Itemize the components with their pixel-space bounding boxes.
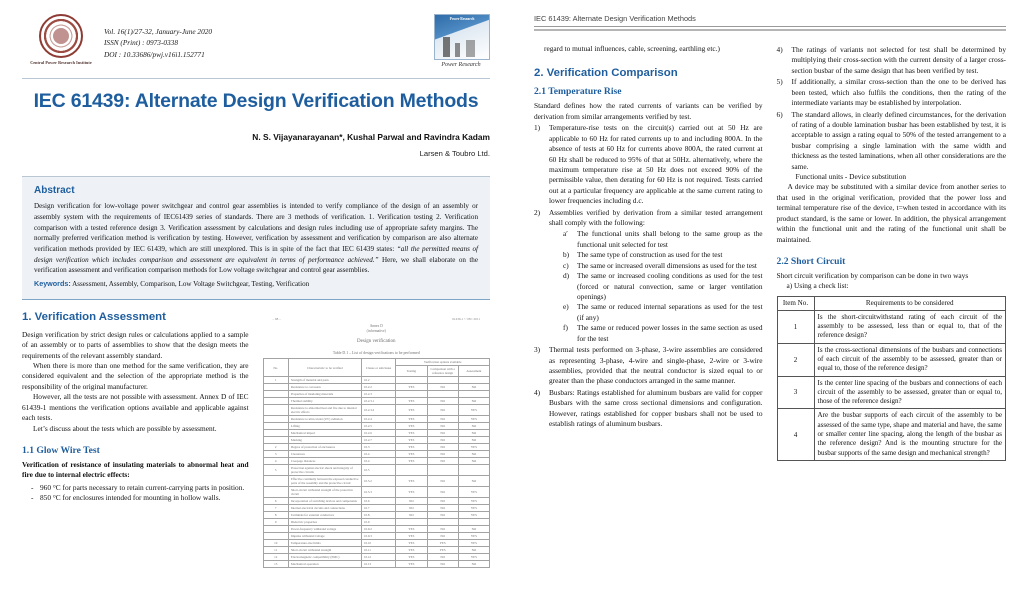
- table-cell: YES: [396, 547, 427, 554]
- annex-d-scanned-figure: [263, 317, 490, 568]
- table-cell: NO: [458, 476, 489, 487]
- left-page-columns: [22, 311, 490, 568]
- table-cell: NO: [427, 398, 458, 405]
- keywords-value: Assessment, Assembly, Comparison, Low Voltage Switchgear, Testing, Verification: [72, 279, 310, 288]
- table-row: [777, 343, 1005, 376]
- table-cell: NO: [427, 405, 458, 416]
- list-item: Thermal tests performed on 3-phase, 3-wire assemblies are considered as representing 3-phase, 4-wire and single-phase, 2-wire or 3-wire assemblies, provided that the neutral conductor is sized equal to or greater than the phase conductors arranged in the same manner.: [549, 345, 763, 386]
- table-cell: YES: [458, 533, 489, 540]
- masthead: [22, 14, 490, 72]
- col-options-group: Verification options available: [396, 359, 490, 366]
- table-cell: YES: [396, 437, 427, 444]
- table-cell: YES: [458, 540, 489, 547]
- list-item-text: The standard allows, in clearly defined circumstances, for the derivation of rating of a double lamination busbar has been established by test, it is acceptable to assign a rating equal to 50% of the tested arrangement to a busbar comprising a single lamination with the same width and thickness as the tested laminations, when all other considerations are the same.: [791, 109, 1006, 171]
- table-cell: NO: [427, 476, 458, 487]
- table-cell: NO: [427, 526, 458, 533]
- col-clause: Clause or subclause: [361, 359, 395, 377]
- heading-verification-assessment: 1. Verification Assessment: [22, 310, 166, 323]
- table-cell: Resistance to abnormal heat and fire due to internal electric effects: [288, 405, 361, 416]
- table-cell: YES: [427, 547, 458, 554]
- temperature-rise-intro: Standard defines how the rated currents of variants can be verified by derivation from similar arrangements verified by test.: [534, 101, 763, 121]
- annex-table-body: [263, 377, 489, 568]
- table-row: [263, 451, 489, 458]
- paragraph-4: Let’s discuss about the tests which are possible by assessment.: [33, 423, 217, 433]
- table-cell: YES: [396, 398, 427, 405]
- table-cell: 10.13: [361, 561, 395, 568]
- table-cell: [263, 398, 288, 405]
- table-cell: 10.2.5: [361, 423, 395, 430]
- table-cell: NO: [458, 423, 489, 430]
- table-cell: YES: [396, 444, 427, 451]
- table-cell: [396, 465, 427, 476]
- annex-label: Annex D: [369, 323, 383, 328]
- paragraph-2: When there is more than one method for the same verification, they are considered equivalent and the selection of the appropriate method is the responsibility of the original manufacturer.: [22, 360, 249, 391]
- annex-table-caption: Table D.1 – List of design verifications to be performed: [332, 351, 420, 356]
- table-cell: Creepage distances: [288, 458, 361, 465]
- table-cell: NO: [458, 547, 489, 554]
- table-row: [263, 498, 489, 505]
- list-item: [534, 208, 763, 344]
- running-head: IEC 61439: Alternate Design Verification Methods: [534, 14, 696, 23]
- table-cell: 10.4: [361, 458, 395, 465]
- table-cell: YES: [396, 416, 427, 423]
- table-cell: 10.10: [361, 540, 395, 547]
- table-cell: Short-circuit withstand strength of the protective circuit: [288, 487, 361, 498]
- table-cell: [427, 391, 458, 398]
- table-cell: [263, 437, 288, 444]
- table-row: [263, 561, 489, 568]
- table-cell: 10.2.2: [361, 384, 395, 391]
- cpri-seal-icon: [39, 14, 83, 58]
- cover-tower-2-icon: [455, 43, 460, 57]
- table-cell: 9: [263, 519, 288, 526]
- list-item: a′ The functional units shall belong to the same group as the functional unit selected for test: [563, 229, 763, 250]
- institute-logo-block: [22, 14, 100, 65]
- table-cell: 10.2.7: [361, 437, 395, 444]
- heading-glow-wire-test: 1.1 Glow Wire Test: [22, 444, 100, 456]
- table-cell: NO: [427, 430, 458, 437]
- table-cell: YES: [458, 444, 489, 451]
- table-cell: NO: [427, 451, 458, 458]
- table-cell: 10.4: [361, 451, 395, 458]
- table-cell: [263, 533, 288, 540]
- table-cell: Resistance to corrosion: [288, 384, 361, 391]
- table-cell: 10.2.6: [361, 430, 395, 437]
- table-cell: YES: [458, 498, 489, 505]
- table-cell: YES: [458, 405, 489, 416]
- table-cell: YES: [396, 540, 427, 547]
- table-cell: [263, 391, 288, 398]
- table-cell: Mechanical impact: [288, 430, 361, 437]
- col-requirements: Requirements to be considered: [814, 296, 1005, 310]
- table-cell: 5: [263, 465, 288, 476]
- table-cell: NO: [396, 498, 427, 505]
- table-cell: YES: [396, 384, 427, 391]
- short-circuit-checklist-table: [777, 296, 1006, 461]
- table-cell: Protection against electric shock and integrity of protective circuits: [288, 465, 361, 476]
- abstract-heading: Abstract: [34, 185, 75, 197]
- table-row: [263, 554, 489, 561]
- abstract-body: [34, 201, 478, 275]
- list-item: The same or reduced internal separations as used for the test (if any): [577, 302, 763, 322]
- masthead-divider: [22, 78, 490, 79]
- table-cell: Marking: [288, 437, 361, 444]
- table-cell: 10.2: [361, 377, 395, 384]
- checklist-requirement-text: Is the cross-sectional dimensions of the busbars and connections of each circuit of the assembly to be assessed, greater than or equal to, those of the reference design?: [814, 343, 1005, 376]
- table-cell: 8: [263, 512, 288, 519]
- checklist-requirement-text: Is the short-circuitwithstand rating of each circuit of the assembly to be assessed, less than or equal to, that of the reference design?: [814, 310, 1005, 343]
- checklist-item-number: 2: [777, 343, 814, 376]
- table-cell: 1: [263, 377, 288, 384]
- right-page-column-1: [534, 44, 763, 461]
- table-cell: YES: [396, 423, 427, 430]
- right-page-column-2: [777, 44, 1006, 461]
- table-cell: 6: [263, 498, 288, 505]
- item-2-sublist: [549, 229, 763, 344]
- table-header-row: [263, 359, 489, 366]
- table-cell: NO: [427, 487, 458, 498]
- table-cell: [263, 526, 288, 533]
- institute-name: Central Power Research Institute: [30, 60, 92, 65]
- table-cell: NO: [458, 458, 489, 465]
- table-row: [263, 405, 489, 416]
- table-cell: Electromagnetic compatibility (EMC): [288, 554, 361, 561]
- list-item: Busbars: Ratings established for aluminum busbars are valid for copper Busbars with the same cross sectional dimensions and configuration. However, ratings established for copper busbars shall not be used to establish ratings of aluminum busbars.: [549, 387, 763, 429]
- table-cell: NO: [396, 505, 427, 512]
- table-cell: [458, 465, 489, 476]
- affiliation: Larsen & Toubro Ltd.: [419, 149, 490, 159]
- abstract-quote: “all the permitted means of design verification which includes comparison and assessment are equivalent in terms of performance achieved.”: [34, 245, 478, 264]
- issn-line: ISSN (Print) : 0973-0338: [104, 38, 178, 48]
- list-item: If additionally, a similar cross-section than the one to be derived has been tested, which also fulfils the conditions, then the rating of the intermediate variants may be established by interpolation.: [791, 77, 1006, 108]
- table-cell: 10.8: [361, 512, 395, 519]
- table-cell: Resistance to ultra-violet (UV) radiation: [288, 416, 361, 423]
- table-cell: NO: [458, 561, 489, 568]
- table-cell: Incorporation of switching devices and components: [288, 498, 361, 505]
- table-cell: [396, 519, 427, 526]
- table-cell: NO: [427, 423, 458, 430]
- table-cell: 10.2.3.2: [361, 405, 395, 416]
- table-cell: 10.2.4: [361, 416, 395, 423]
- checklist-table-body: [777, 310, 1005, 460]
- temperature-rise-list: [534, 123, 763, 429]
- list-item: The ratings of variants not selected for test shall be determined by multiplying their cross-section with the current density of a larger cross-section busbar of the same design that has been verified by test.: [791, 45, 1006, 75]
- table-cell: YES: [458, 512, 489, 519]
- table-cell: 10.5.3: [361, 487, 395, 498]
- list-item: The same type of construction as used for the test: [577, 250, 723, 260]
- abstract-text-part-2: Here, we shall elaborate on the verification assessment and verification comparison methods for Low voltage switchgear and control gear assemblies.: [34, 255, 478, 275]
- cover-tower-1-icon: [443, 37, 450, 57]
- left-page-column-1: [22, 311, 249, 568]
- table-cell: NO: [458, 437, 489, 444]
- abstract-section: [22, 176, 490, 299]
- table-row: [777, 310, 1005, 343]
- annex-verification-table: [263, 358, 490, 568]
- table-cell: Temperature-rise limits: [288, 540, 361, 547]
- table-row: [263, 487, 489, 498]
- right-page-columns: [534, 44, 1006, 461]
- table-cell: [263, 476, 288, 487]
- table-cell: NO: [427, 498, 458, 505]
- table-row: [263, 437, 489, 444]
- table-cell: 10.9: [361, 519, 395, 526]
- table-cell: Clearances: [288, 451, 361, 458]
- table-cell: [263, 405, 288, 416]
- short-circuit-option-a: a) Using a check list:: [786, 281, 849, 291]
- table-cell: [396, 377, 427, 384]
- table-cell: 10.2.3.1: [361, 398, 395, 405]
- table-cell: YES: [396, 526, 427, 533]
- table-cell: Short-circuit withstand strength: [288, 547, 361, 554]
- journal-cover-badge: [432, 14, 490, 68]
- table-cell: YES: [396, 533, 427, 540]
- table-cell: 3: [263, 451, 288, 458]
- list-item: [777, 110, 1006, 183]
- table-cell: 10.5: [361, 465, 395, 476]
- table-cell: [263, 416, 288, 423]
- author-list: N. S. Vijayanarayanan*, Kushal Parwal and Ravindra Kadam: [252, 132, 490, 143]
- table-cell: 12: [263, 554, 288, 561]
- table-cell: Degree of protection of enclosures: [288, 444, 361, 451]
- table-cell: 10.3: [361, 444, 395, 451]
- table-row: [777, 376, 1005, 409]
- table-cell: [427, 377, 458, 384]
- checklist-requirement-text: Is the center line spacing of the busbars and connections of each circuit of the assembly to be assessed, greater than or equal to, those of the reference design?: [814, 376, 1005, 409]
- scan-standard-ref: 61439-1 © IEC 2011: [452, 316, 480, 321]
- table-cell: [427, 519, 458, 526]
- scan-page-header: [263, 317, 490, 324]
- table-cell: 10.2.3: [361, 391, 395, 398]
- checklist-item-number: 3: [777, 376, 814, 409]
- table-cell: YES: [458, 505, 489, 512]
- table-row: [263, 505, 489, 512]
- table-cell: Properties of insulating materials: [288, 391, 361, 398]
- table-cell: YES: [396, 451, 427, 458]
- list-item: The same or increased cooling conditions as used for the test (forced or natural convection, same or larger ventilation openings): [577, 271, 763, 302]
- checklist-item-number: 4: [777, 409, 814, 460]
- scan-page-number: – 68 –: [272, 316, 281, 321]
- table-row: [263, 540, 489, 547]
- table-cell: YES: [396, 554, 427, 561]
- table-row: [263, 391, 489, 398]
- glow-wire-lead-in: Verification of resistance of insulating materials to abnormal heat and fire due to internal electric effects:: [22, 459, 249, 480]
- table-cell: 4: [263, 458, 288, 465]
- table-row: [263, 384, 489, 391]
- busbar-rating-list: [777, 45, 1006, 182]
- table-cell: [458, 519, 489, 526]
- list-item: - 850 °C for enclosures intended for mounting in hollow walls.: [31, 493, 249, 503]
- table-cell: Dielectric properties: [288, 519, 361, 526]
- list-item: - 960 °C for parts necessary to retain current-carrying parts in position.: [31, 483, 249, 493]
- journal-cover-thumbnail-icon: [434, 14, 490, 60]
- table-cell: NO: [427, 444, 458, 451]
- table-cell: NO: [458, 384, 489, 391]
- table-row: [263, 377, 489, 384]
- table-cell: NO: [427, 384, 458, 391]
- table-cell: YES: [396, 476, 427, 487]
- table-cell: 13: [263, 561, 288, 568]
- checklist-item-number: 1: [777, 310, 814, 343]
- table-row: [263, 458, 489, 465]
- table-cell: Strength of material and parts: [288, 377, 361, 384]
- table-row: [263, 533, 489, 540]
- table-cell: 10: [263, 540, 288, 547]
- table-cell: [458, 377, 489, 384]
- table-row: [263, 465, 489, 476]
- keywords-label: Keywords:: [34, 278, 71, 288]
- table-cell: NO: [458, 398, 489, 405]
- table-cell: NO: [458, 451, 489, 458]
- doi-line: DOI : 10.33686/pwj.v16i1.152771: [104, 49, 205, 59]
- table-cell: YES: [396, 561, 427, 568]
- journal-metadata: [100, 14, 212, 60]
- table-cell: YES: [427, 540, 458, 547]
- table-row: [263, 512, 489, 519]
- paragraph-1: Design verification by strict design rules or calculations applied to a sample of an assembly or to parts of assemblies to show that the design meets the requirements of the relevant assembly standard.: [22, 329, 249, 360]
- table-cell: Lifting: [288, 423, 361, 430]
- col-no: No.: [263, 359, 288, 377]
- abstract-text-part-1: Design verification for low-voltage power switchgear and control gear assemblies is intended to verify compliance of the design of an assembly or assembly system with the requirements of IEC61439 series of standards. There are 3 methods of verification. 1. Verification testing 2. Verification comparison with a tested reference design 3. Verification assessment by calculations and design rules including use of appropriate safety margins. The normally preferred verification method is verification by testing. However, verification by assessment and verification by comparison are also alternate verification methods provided by IEC 61439, which are still unexplored. This is in spite of the fact that IEC 61439 states:: [34, 202, 478, 253]
- table-cell: NO: [396, 512, 427, 519]
- table-cell: NO: [427, 416, 458, 423]
- heading-verification-comparison: 2. Verification Comparison: [534, 67, 678, 80]
- table-cell: 10.6: [361, 498, 395, 505]
- table-cell: NO: [427, 533, 458, 540]
- continued-paragraph: regard to mutual influences, cable, screening, earthling etc.): [544, 44, 720, 53]
- running-head-divider: [534, 26, 1006, 31]
- table-row: [263, 398, 489, 405]
- table-cell: YES: [396, 430, 427, 437]
- table-cell: [263, 487, 288, 498]
- table-row: [263, 444, 489, 451]
- table-cell: NO: [427, 554, 458, 561]
- table-cell: YES: [458, 487, 489, 498]
- col-comparison: Comparison with a reference design: [427, 366, 458, 377]
- table-cell: Mechanical operation: [288, 561, 361, 568]
- table-row: [263, 476, 489, 487]
- paragraph-3: However, all the tests are not possible with assessment. Annex D of IEC 61439-1 mentions the verification options available and applicable against each tests.: [22, 392, 249, 423]
- table-cell: [396, 391, 427, 398]
- left-page-column-2: [263, 311, 490, 568]
- col-assessment: Assessment: [458, 366, 489, 377]
- cover-title: Power Research: [449, 17, 475, 21]
- table-cell: 10.9.3: [361, 533, 395, 540]
- table-cell: NO: [427, 458, 458, 465]
- table-cell: [263, 384, 288, 391]
- short-circuit-intro: Short circuit verification by comparison can be done in two ways: [776, 271, 969, 281]
- table-cell: YES: [396, 405, 427, 416]
- table-row: [777, 409, 1005, 460]
- table-cell: NO: [427, 437, 458, 444]
- table-cell: NO: [427, 505, 458, 512]
- table-cell: NO: [427, 561, 458, 568]
- table-cell: NO: [458, 430, 489, 437]
- page-title: IEC 61439: Alternate Design Verification Methods: [33, 90, 479, 112]
- col-testing: Testing: [396, 366, 427, 377]
- table-cell: 7: [263, 505, 288, 512]
- list-item: Temperature-rise tests on the circuit(s) carried out at 50 Hz are applicable to 60 Hz for rated currents up to and including 800A. In the absence of tests at 60 Hz for currents above 800A, the rated current at 60 Hz shall be reduced to 95% of that at 50Hz. alternatively, where the maximum temperature rise at 50 Hz does not exceed 90% of the permissible value, then derating for 60 Hz is not required. Tests carried out at a particular frequency are applicable at the same current rating to lower frequencies including d.c.: [549, 123, 763, 206]
- volume-line: Vol. 16(1)/27-32, January-June 2020: [104, 27, 213, 36]
- table-row: [263, 430, 489, 437]
- table-cell: 11: [263, 547, 288, 554]
- table-cell: NO: [427, 512, 458, 519]
- table-cell: [263, 423, 288, 430]
- table-cell: 10.7: [361, 505, 395, 512]
- table-cell: [263, 430, 288, 437]
- cover-tower-3-icon: [466, 40, 475, 57]
- functional-units-line: Functional units - Device substitution: [795, 172, 907, 182]
- list-item-text: Assemblies verified by derivation from a similar tested arrangement shall comply with the following:: [549, 207, 763, 228]
- table-cell: YES: [396, 487, 427, 498]
- table-row: [263, 519, 489, 526]
- table-cell: NO: [458, 526, 489, 533]
- table-cell: YES: [458, 416, 489, 423]
- table-cell: YES: [458, 554, 489, 561]
- table-cell: 10.11: [361, 547, 395, 554]
- table-row: [263, 547, 489, 554]
- table-cell: Impulse withstand voltage: [288, 533, 361, 540]
- col-item-no: Item No.: [777, 296, 814, 310]
- table-row: [263, 526, 489, 533]
- list-item: The same or increased overall dimensions as used for the test: [577, 260, 757, 270]
- glow-wire-list: [22, 483, 249, 504]
- table-header-row: [777, 296, 1005, 310]
- table-row: [263, 423, 489, 430]
- table-cell: [427, 465, 458, 476]
- checklist-requirement-text: Are the busbar supports of each circuit of the assembly to be assessed of the same type, shape and material and have, the same or smaller center line spacing, along the length of the busbar as the reference design? And is the mounting structure for the busbar supports of the same design and mechanical strength?: [814, 409, 1005, 460]
- list-item: The same or reduced power losses in the same section as used for the test: [577, 323, 763, 343]
- table-cell: 10.12: [361, 554, 395, 561]
- table-cell: Power-frequency withstand voltage: [288, 526, 361, 533]
- heading-short-circuit: 2.2 Short Circuit: [776, 256, 846, 268]
- table-cell: Terminals for external conductors: [288, 512, 361, 519]
- col-characteristic: Characteristic to be verified: [288, 359, 361, 377]
- keywords-line: [34, 279, 478, 290]
- table-cell: YES: [396, 458, 427, 465]
- annex-sublabel: (informative): [366, 328, 386, 333]
- cover-caption: Power Research: [441, 62, 481, 68]
- heading-temperature-rise: 2.1 Temperature Rise: [534, 86, 622, 98]
- table-cell: 10.9.2: [361, 526, 395, 533]
- device-substitution-paragraph: A device may be substituted with a similar device from another series to that used in the original verification, provided that the power loss and terminal temperature rise of the device, t=when tested in accordance with its product standard, is the same or lower. In addition, the physical arrangement within the functional unit and the rating of the functional unit shall be maintained.: [776, 182, 1006, 244]
- table-cell: 2: [263, 444, 288, 451]
- table-cell: Internal electrical circuits and connections: [288, 505, 361, 512]
- table-row: [263, 416, 489, 423]
- table-cell: 10.5.2: [361, 476, 395, 487]
- table-cell: Thermal stability: [288, 398, 361, 405]
- page-right: [512, 0, 1024, 602]
- annex-title: Design verification: [357, 339, 396, 345]
- table-cell: Effective continuity between the exposed conductive parts of the assembly and the protective circuit: [288, 476, 361, 487]
- table-cell: [458, 391, 489, 398]
